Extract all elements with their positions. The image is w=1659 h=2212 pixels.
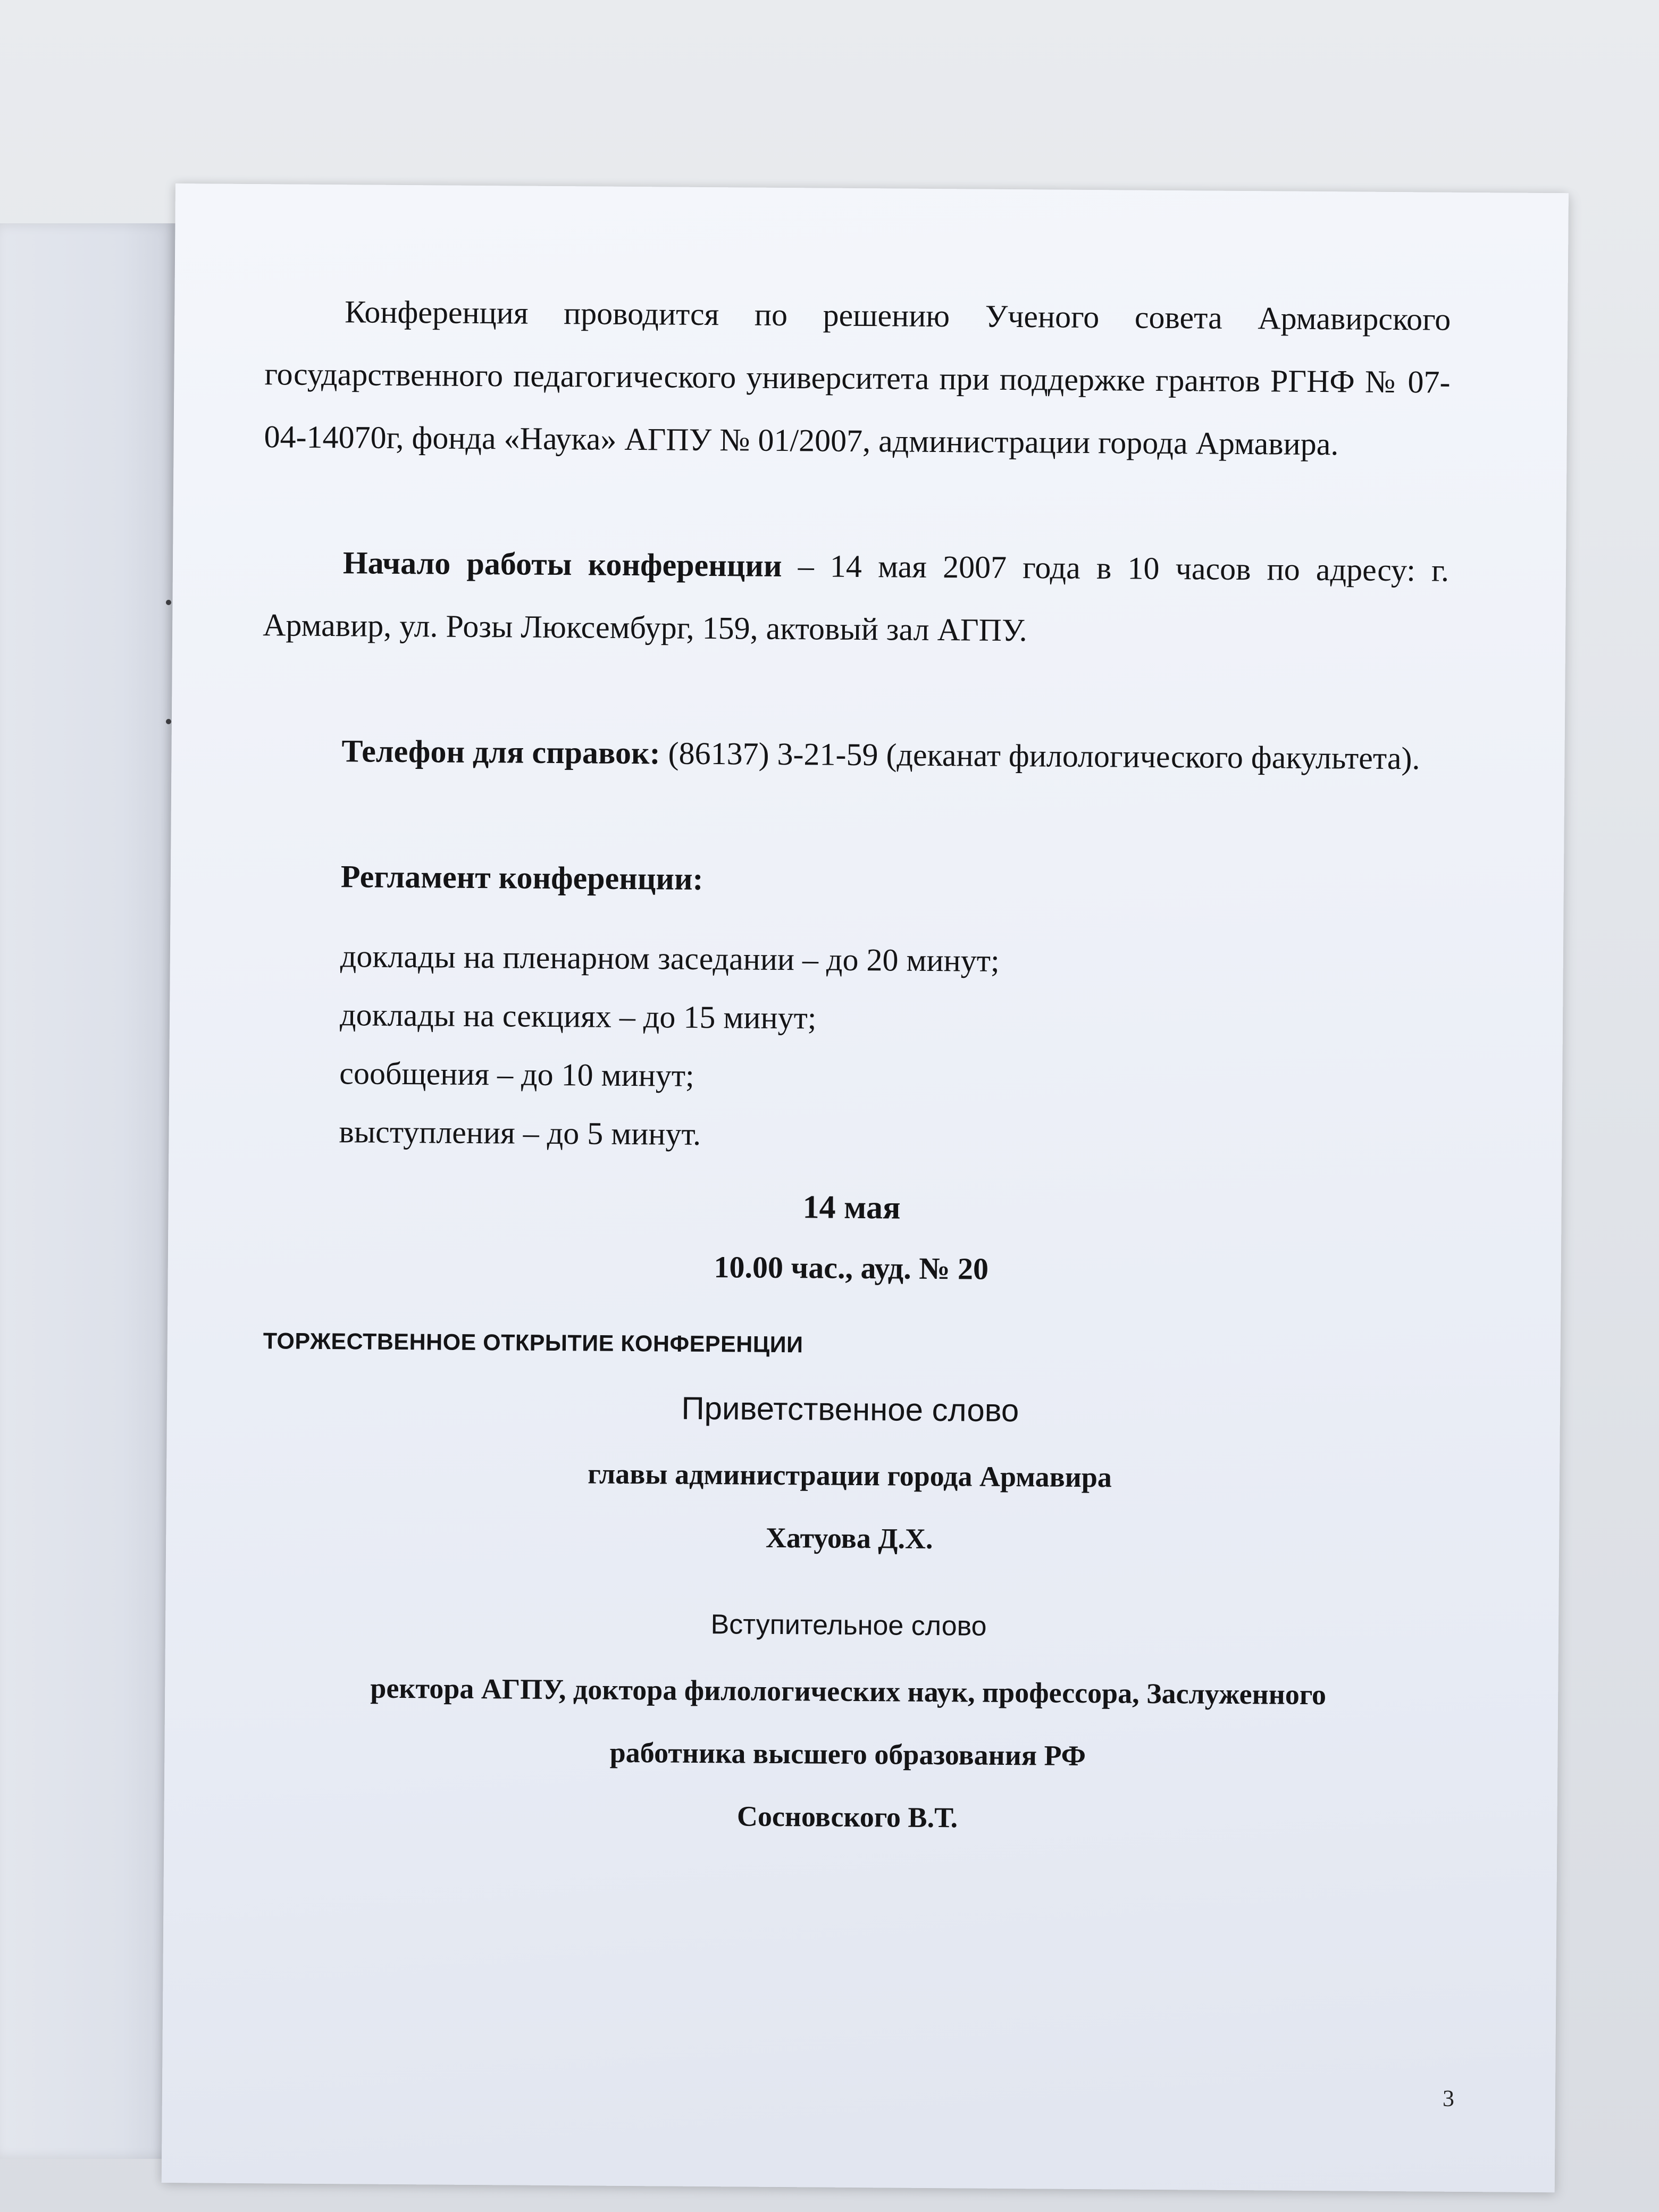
phone-label: Телефон для справок: [341, 733, 660, 771]
conference-start-paragraph [263, 531, 1449, 665]
page-number: 3 [1442, 2085, 1455, 2112]
spacer [262, 656, 1448, 727]
greeting-title: Приветственное слово [681, 1390, 1019, 1429]
conference-start-label: Начало работы конференции [342, 545, 782, 583]
left-page [0, 223, 175, 2159]
conference-start-text: – 14 мая 2007 года в 10 часов по адресу: г. Армавир, ул. Розы Люксембург, 159, актовый зал АГПУ. [262, 548, 1449, 648]
intro-speaker-role-line1: ректора АГПУ, доктора филологических наук, профессора, Заслуженного [370, 1672, 1327, 1711]
opening-heading: ТОРЖЕСТВЕННОЕ ОТКРЫТИЕ КОНФЕРЕНЦИИ [263, 1328, 803, 1358]
regulation-item: выступления – до 5 минут. [339, 1114, 701, 1152]
intro-speaker-name: Сосновского В.Т. [736, 1800, 958, 1834]
greeting-speaker-role: главы администрации города Армавира [587, 1457, 1112, 1494]
margin-dot [166, 600, 171, 605]
regulation-item: доклады на пленарном заседании – до 20 минут; [340, 939, 1000, 978]
phone-paragraph [262, 719, 1448, 790]
intro-speaker-role-line2: работника высшего образования РФ [609, 1736, 1086, 1772]
schedule-day: 14 мая [802, 1189, 901, 1226]
document-page [162, 183, 1569, 2192]
regulation-item: сообщения – до 10 минут; [339, 1055, 694, 1093]
regulation-title: Регламент конференции: [340, 859, 703, 896]
greeting-speaker-name: Хатуова Д.Х. [765, 1521, 933, 1555]
phone-text: (86137) 3-21-59 (деканат филологического факультета). [660, 735, 1420, 776]
intro-title: Вступительное слово [710, 1609, 987, 1642]
spacer [263, 468, 1449, 539]
regulation-item: доклады на секциях – до 15 минут; [339, 997, 817, 1036]
margin-dot [166, 719, 171, 724]
spacer [261, 782, 1447, 853]
page-content [254, 280, 1451, 1852]
conference-funding-paragraph: Конференция проводится по решению Ученого совета Армавирского государственного педагогического университета при поддержке грантов РГНФ № 07-04-14070г, фонда «Наука» АГПУ № 01/2007, администрации города Армавира. [264, 294, 1451, 462]
schedule-time: 10.00 час., ауд. № 20 [714, 1250, 989, 1286]
